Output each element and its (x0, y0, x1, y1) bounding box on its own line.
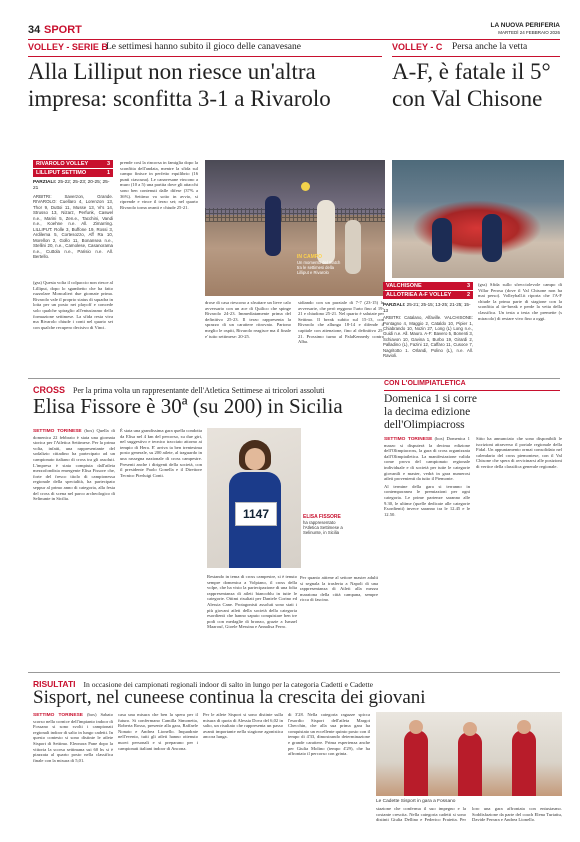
olimpia-title-line2: la decima edizione (384, 406, 471, 418)
partials-values: 25-22; 25-23; 20-25; 25-21 (33, 180, 110, 191)
team-player-b (482, 214, 502, 262)
volley-c-scoreboard (383, 282, 473, 373)
risultati-text-1: (bos) Sabato scorso nella cornice dell'impianto indoor di Fossano si sono svolti i campionati regionali indoor di salto in lungo cadetti. In questo contesto si sono distinte le atlete Sisport di Settimo. Eleonora Pane dopo la vittoria la scorsa settimana sui 60 hs si è piazzata al quarto posto nella classifica finale con la misura di 5,01. (33, 712, 113, 763)
bib-number: 1147 (242, 507, 270, 521)
olimpia-text-1: (bos) Domenica 1 marzo si disputerà la decima edizione dell'Olimpiacross, la gara di cross organizzata dall'Olimpiatletica. La manifestazione valida come prova del campionato regionale individuale e di società per tutte le categorie giovanili e master, vedrà in gara numerosi atleti provenienti da tutto il Piemonte. (384, 436, 470, 482)
page-header (28, 22, 560, 38)
c-score-away-row (383, 291, 473, 299)
cross-body-col2: È stata una grandissima gara quella condotta da Elisa nel 4 km del percorso, su due giri, nel suggestivo e tecnico tracciato attorno ai tempio di Hera. E' arriva ta ben trentesima posto generale, su 200 atlete, al traguardo in una rassegna nazionale di cross campestre. Presenti anche i dirigenti della società, con il presidente Paolo Gonella e il Direttore Tecnico Pierluigi Conti. (120, 428, 202, 478)
olimpia-rule (384, 390, 560, 391)
cross-caption-name: ELISA FISSORE (303, 514, 341, 520)
risultati-byline: SETTIMO TORINESE (33, 713, 83, 718)
risultati-col3: Per le atlete Sisport si sono distinte sulla misura di quota di Alessia Dova del 6,02 in salto, un risultato che rappresenta un passo avanti importante nella stagione agonistica ancora lunga. (203, 712, 283, 740)
volley-c-subtitle: Persa anche la vetta (452, 42, 528, 52)
volley-b-lineups: ARBITRI: Saverzon, Grande. RIVAROLO: Cuellaro 4, Lorenzon 13, Thor 9, Duttoi 11, Musse 13, Vi's 14, Strusso 13, Nizarz, Perfunk, Caswel n.e., Marini 5, Zen.e., Tacchini, Vandi n.e., Koehne n.e. All. Zimarring. LILLIPUT: Rolle 3, Buffone 19, Rossi 3, Ardilema 5, Cortesozzo, Aff Ra 10, Morellon 2, Gollo 11, Bonansea n.e., Stellini 20, n.e., Camolese, Casanorama n.e., Cuttola n.e., Parisio n.e. All. Bertello. (33, 193, 113, 260)
volley-b-rule (28, 56, 382, 57)
cadette-1-head (409, 720, 423, 734)
risultati-col1 (33, 712, 113, 832)
risultati-col2: casa una misura che ben la spera per il futuro. Si confermano Camilla Simonetta, Roberta Rosso, presente alla gara, Raffaele Nonato e Andrea Lionello. Inquadrate nell'evento, tutti gli atleti hanno ottenuto nuovi personali e si preparano per i campionati italiani indoor di Ancona. (118, 712, 198, 751)
volley-b-partials (33, 180, 113, 192)
risultati-subtitle: In occasione dei campionati regionali indoor di salto in lungo per la categoria Cadetti e Cadette (83, 680, 374, 689)
athlete-face (245, 448, 265, 470)
volley-b-body-col2: prende così la rincorsa in famiglia dopo la sconfitta dell'andata, mentre la sfida sul campo finisce in perfetto equilibrio (16 punti ciascuna). Le canavesane vincono a muro (10 a 5) una partita dove gli attacchi sono ben contenuti dalle difese (37% a 36%). Settimo va sotto in avvio, si riprende e vince il terzo set; nel quarto Rivarolo torna avanti e chiude 25-21. (120, 160, 198, 210)
cross-body-col3-text: Restando in tema di cross campestre, si è tenuto sempre domenica a Volpiano, il cross della volpe, che ha visto la partecipazione di una folta rappresentanza di atleti biancoblu in tutte le categorie. Ottimi risultati per Daniele Corino ed Alessia Cane. Protagonisti assoluti sono stati i più giovani atleti della società della categoria esordienti che hanno saputo conquistare ben tre podi con medaglie di bronzo, grazie a Ismael Maarouf, Gioele Messina e Annalisa Ferro. (207, 574, 297, 630)
cadette-1 (404, 730, 428, 796)
cross-photo (207, 428, 301, 568)
partials-label: PARZIALI: (33, 180, 57, 185)
volley-c-title-line2: con Val Chisone (392, 86, 543, 111)
score-home-points: 3 (106, 161, 110, 167)
cadette-2-head (463, 722, 477, 736)
olimpia-col1 (384, 436, 470, 668)
volley-c-body: (gss) Sfida sullo sfrecciolevole campo di Villar Perosa (dove il Val Chisone non ha mai perso). Volleyball.it riporta che l'A-F chiude la prima parte di stagione con la sconfitta al tie-break e perde la vetta della classifica. Un testa a testa che premette (s miracolo) di restare vivo fino a oggi. (478, 282, 562, 321)
cross-body-col4: Per quanto attiene al settore master adulti si segnala la trasferta a Napoli di una rappresentanza di Atleti alla mezza maratona della città campana, sempre ricca di fascino. (300, 575, 378, 603)
race-bib (235, 502, 277, 526)
volley-b-photo (205, 160, 385, 296)
risultati-col5: stazione che conferma il suo impegno e la costante crescita. Nella categoria cadetti si sono distinti Giulia Dellino e Federico Fraietta. Per loro una gara affrontata con entusiasmo. Soddisfazione da parte del coach Elena Turtattu, Davide Ferrara e Andrea Lionello. (376, 806, 562, 823)
cross-byline: SETTIMO TORINESE (33, 429, 82, 434)
risultati-top-rule (28, 672, 560, 673)
cross-title: Elisa Fissore è 30ª (su 200) in Sicilia (33, 394, 343, 418)
cadette-2 (458, 732, 482, 796)
volley-c-kicker-row (392, 41, 562, 55)
cross-kicker: CROSS (33, 385, 66, 395)
cadette-3 (512, 730, 536, 796)
olimpia-col2: Sitto ha annunciato che sono disponibili le iscrizioni attraverso il portale regionale della Fidal. Un appuntamento ormai consolidato nel calendario del cross piemontese, con il Val Chisone che spera di avvicinarsi alle posizioni di vertice della classifica generale regionale. (476, 436, 562, 469)
cross-text-1: (bos) Quella di domenica 22 febbraio è stata una giornata storica per l'Atletica Settimese. Per la prima volta, infatti, una rappresentante del sodalizio cittadino ha partecipato ad un campionato italiano di cross tra gli assoluti. L'impresa è stata compiuta dall'atleta mezzofondista emergente Elisa Fissore che, forte del fresco titolo di campionessa regionale della specialità, ha partecipato seppur al primo anno di categoria, alla festa del cross di scena nel parco archeologico di Selinunte in Sicilia. (33, 428, 115, 502)
score-home-row (33, 160, 113, 168)
newspaper-name: LA NUOVA PERIFERIA (490, 22, 560, 29)
volley-c-kicker: VOLLEY - C (392, 42, 443, 52)
cross-subtitle: Per la prima volta un rappresentante dell'Atletica Settimese ai tricolori assoluti (73, 386, 325, 395)
volley-b-kicker: VOLLEY - SERIE B (28, 42, 108, 52)
c-score-home-points: 3 (466, 283, 470, 289)
c-partials-values: 25-21; 25-15; 13-25; 21-25; 15-13 (383, 302, 471, 313)
score-away-points: 1 (106, 170, 110, 176)
c-score-away-team: ALLOTRIEA A-F VOLLEY (386, 292, 452, 298)
score-home-team: RIVAROLO VOLLEY (36, 161, 89, 167)
olimpia-title-line3: dell'Olimpiacross (384, 419, 465, 431)
c-partials-label: PARZIALI: (383, 302, 406, 307)
page-number: 34 (28, 24, 41, 36)
c-score-home-row (383, 282, 473, 290)
caption-label: IN CAMPO (297, 254, 322, 260)
volley-c-lineups: ARBITRI: Catalano, Alfaville. VALCHISONE: Pontagno 4, Maggio 2, Cataldo 10, Pipier 1, Chiabrando 10, Nozin 27, Long (L) Long n.e., Guidi n.e. All. Mauro. A-F: Bavero 5, Bonenti 3, Schiavon 10, Gavina 1, Burbo 19, Girardi 2, Palladino (L), Fazini 12, Caffaro 11, Cusoce 7, Nagritotto 1. Orlandi, Polino (L), n.e. All. Ravioli. (383, 315, 473, 359)
volley-c-photo (392, 160, 564, 278)
c-score-away-points: 2 (466, 292, 470, 298)
section-label: SPORT (44, 24, 82, 36)
olimpia-title (384, 393, 562, 432)
team-player-a (432, 218, 452, 262)
volley-b-body-col4: sidiando con un parziale di 7-7 (23-15) le avversarie, che però reggono l'urto fino al 19-21 e chiudono 25-21. Nel quarto è salutate per Settimo. Il break subito sul 15-13, con Rivarolo che allunga 18-14 e difende il capitale con attenzione, fino al definitivo 25-21. Prossimo turno al PalaKennedy contro Alba. (298, 300, 384, 345)
volley-c-title (392, 58, 564, 112)
volley-b-body-col3: drose di casa riescono a sfruttare un lieve calo avversario con un ace di Quilico che spinge Rivarolo 24-23. Immediatamente prima del definitivo 25-23. Il terzo rappresenta la sprazzo di un carattere ritrovato. Partono meglio le ospiti, Rivarolo reagisce ma il finale e' tutto settimese: 20-25. (205, 300, 291, 339)
olimpia-kicker: CON L'OLIMPIATLETICA (384, 380, 466, 387)
volleyball-net (205, 208, 385, 222)
risultati-col4: di 3'28. Nella categoria ragazze spicca l'esordio Sisport dell'atleta Margot Checchin, che alla sua prima gara ha conquistato un eccellente quinto posto con il tempo di 4'33, dimostrando determinazione e grande carattere. Prima esperienza anche per Giulia Molino (tempo 4'29), che ha affrontato il percorso con grinta. (288, 712, 370, 757)
volley-b-title-line2: impresa: sconfitta 3-1 a Rivarolo (28, 86, 331, 111)
olimpia-byline: SETTIMO TORINESE (384, 437, 433, 442)
player-figure-3 (345, 220, 361, 274)
cross-photo-caption (303, 514, 349, 536)
volley-b-title (28, 58, 384, 112)
cross-caption-text: ha rappresentato l'Atletica Settimese a Selinunte, in Sicilia (303, 520, 343, 536)
c-score-home-team: VALCHISONE (386, 283, 422, 289)
risultati-kicker: RISULTATI (33, 679, 76, 689)
caption-text: Un momento del match tra le settimesi della Lilliput e Rivarolo (297, 260, 341, 275)
header-rule (28, 39, 560, 40)
risultati-photo-caption: Le Cadette Sisport in gara a Fossano (376, 799, 456, 804)
gym-wall (205, 160, 385, 215)
cross-body-col1 (33, 428, 115, 668)
volley-b-scoreboard (33, 160, 113, 260)
olimpia-text-2: Al termine della gara si terranno in contemporanea le premiazioni per ogni categoria. Le prime partenze saranno alle 9.30, le ultime (quelle dedicate alle categorie Esordienti) invece saranno tra le 12.45 e le 12.50. (384, 483, 470, 517)
score-away-team: LILLIPUT SETTIMO (36, 170, 87, 176)
risultati-photo (376, 712, 562, 796)
volley-c-title-line1: A-F, è fatale il 5° (392, 59, 551, 84)
volley-b-title-line1: Alla Lilliput non riesce un'altra (28, 59, 316, 84)
cross-top-rule (28, 378, 560, 379)
cadette-3-head (517, 720, 531, 734)
olimpiatletica-box (384, 380, 562, 670)
score-away-row (33, 169, 113, 177)
risultati-title: Sisport, nel cuneese continua la crescita dei giovani (33, 687, 426, 708)
volley-c-rule (392, 56, 560, 57)
volley-b-body-col1: (gss) Questa volta il colpaccio non riesce al Lilliput, dopo lo sgambetto che ha fatto ruzzolare Moncalieri due giornate prima. Rivarolo vale il proprio status di squadra in lotta per un posto nei playoff e concede solo qualche spiraglio all'entusiasmo della formazione settimese. La sfida resta viva ma Rivarolo chiude i conti nel quarto set con qualche recupero decisivo di Vinci. (33, 280, 113, 330)
volley-b-subtitle: Le settimesi hanno subito il gioco delle canavesane (106, 42, 301, 52)
issue-date: MARTEDÌ 24 FEBBRAIO 2026 (498, 30, 560, 35)
olimpia-title-line1: Domenica 1 si corre (384, 393, 477, 405)
c-partials (383, 302, 473, 313)
volley-b-kicker-row (28, 41, 384, 55)
player-figure-1 (265, 196, 281, 256)
volleyball (301, 182, 310, 191)
volley-b-caption (297, 254, 341, 275)
